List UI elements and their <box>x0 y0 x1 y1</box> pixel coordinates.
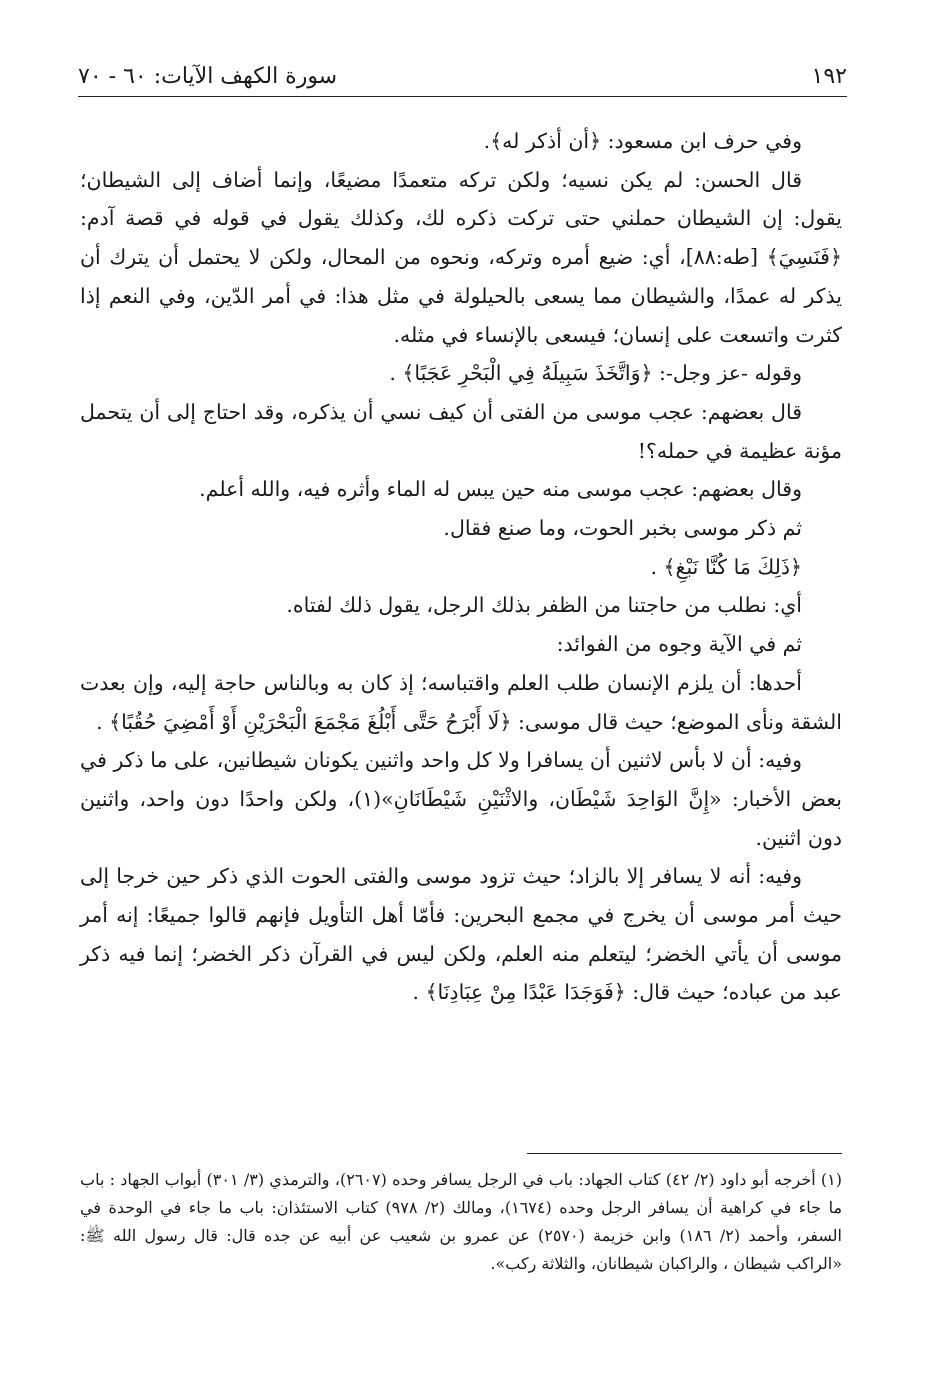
footnote-divider <box>527 1153 842 1154</box>
paragraph: وقال بعضهم: عجب موسى منه حين يبس له الماء وأثره فيه، والله أعلم. <box>199 477 802 502</box>
paragraph: وفي حرف ابن مسعود: ﴿أن أذكر له﴾. <box>483 129 802 153</box>
paragraph: وقوله -عز وجل-: ﴿وَاتَّخَذَ سَبِيلَهُ فِي الْبَحْرِ عَجَبًا﴾ . <box>389 361 802 386</box>
footnotes <box>80 1166 842 1278</box>
paragraph: وفيه: أن لا بأس لاثنين أن يسافرا ولا كل واحد واثنين يكونان شيطانين، على ما ذكر في بعض الأخبار: «إِنَّ الوَاحِدَ شَيْطَان، والاثْنَيْنِ شَيْطَانَانِ»(١)، ولكن واحدًا دون واحد، واثنين دون اثنين. <box>80 748 842 850</box>
running-title: سورة الكهف الآيات: ٦٠ - ٧٠ <box>78 64 338 89</box>
quran-verse: ﴿ذَلِكَ مَا كُنَّا نَبْغِ﴾ . <box>650 554 802 579</box>
footnote: (١) أخرجه أبو داود (٢/ ٤٢) كتاب الجهاد: باب في الرجل يسافر وحده (٢٦٠٧)، والترمذي (٣/ ٣٠١) أبواب الجهاد : باب ما جاء في كراهية أن يسافر الرجل وحده (١٦٧٤)، ومالك (٢/ ٩٧٨) كتاب الاستئذان: باب ما جاء في الوحدة في السفر، وأحمد (٢/ ١٨٦) وابن خزيمة (٢٥٧٠) عن عمرو بن شعيب عن أبيه عن جده قال: قال رسول الله ﷺ: «الراكب شيطان ، والراكبان شيطانان، والثلاثة ركب». <box>80 1170 843 1273</box>
paragraph: أحدها: أن يلزم الإنسان طلب العلم واقتباسه؛ إذ كان به وبالناس حاجة إليه، وإن بعدت الشقة ونأى الموضع؛ حيث قال موسى: ﴿لَا أَبْرَحُ حَتَّى أَبْلُغَ مَجْمَعَ الْبَحْرَيْنِ أَوْ أَمْضِيَ حُقُبًا﴾ . <box>80 670 842 734</box>
page-header <box>78 55 847 97</box>
paragraph: أي: نطلب من حاجتنا من الظفر بذلك الرجل، يقول ذلك لفتاه. <box>286 593 802 618</box>
paragraph: قال بعضهم: عجب موسى من الفتى أن كيف نسي أن يذكره، وقد احتاج إلى أن يتحمل مؤنة عظيمة في حمله؟! <box>80 399 842 463</box>
paragraph: ثم في الآية وجوه من الفوائد: <box>556 632 802 657</box>
paragraph: قال الحسن: لم يكن نسيه؛ ولكن تركه متعمدًا مضيعًا، وإنما أضاف إلى الشيطان؛ يقول: إن الشيطان حملني حتى تركت ذكره لك، وكذلك يقول في قوله في قصة آدم: ﴿فَنَسِيَ﴾ [طه:٨٨]، أي: ضيع أمره وتركه، ونحوه من المحال، ولكن لا يحتمل أن يترك أن يذكر له عمدًا، والشيطان مما يسعى بالحيلولة في مثل هذا: في أمر الدّين، وفي النعم إذا كثرت واتسعت على إنسان؛ فيسعى بالإنساء في مثله. <box>80 167 842 347</box>
paragraph: ثم ذكر موسى بخبر الحوت، وما صنع فقال. <box>443 516 802 541</box>
body-text <box>80 122 842 1012</box>
paragraph: وفيه: أنه لا يسافر إلا بالزاد؛ حيث تزود موسى والفتى الحوت الذي ذكر حين خرجا إلى حيث أمر موسى أن يخرج في مجمع البحرين: فأمّا أهل التأويل فإنهم قالوا جميعًا: إنه أمر موسى أن يأتي الخضر؛ ليتعلم منه العلم، ولكن ليس في القرآن ذكر الخضر؛ إنما فيه ذكر عبد من عباده؛ حيث قال: ﴿فَوَجَدَا عَبْدًا مِنْ عِبَادِنَا﴾ . <box>80 864 842 1005</box>
page-number: ١٩٢ <box>811 64 847 89</box>
